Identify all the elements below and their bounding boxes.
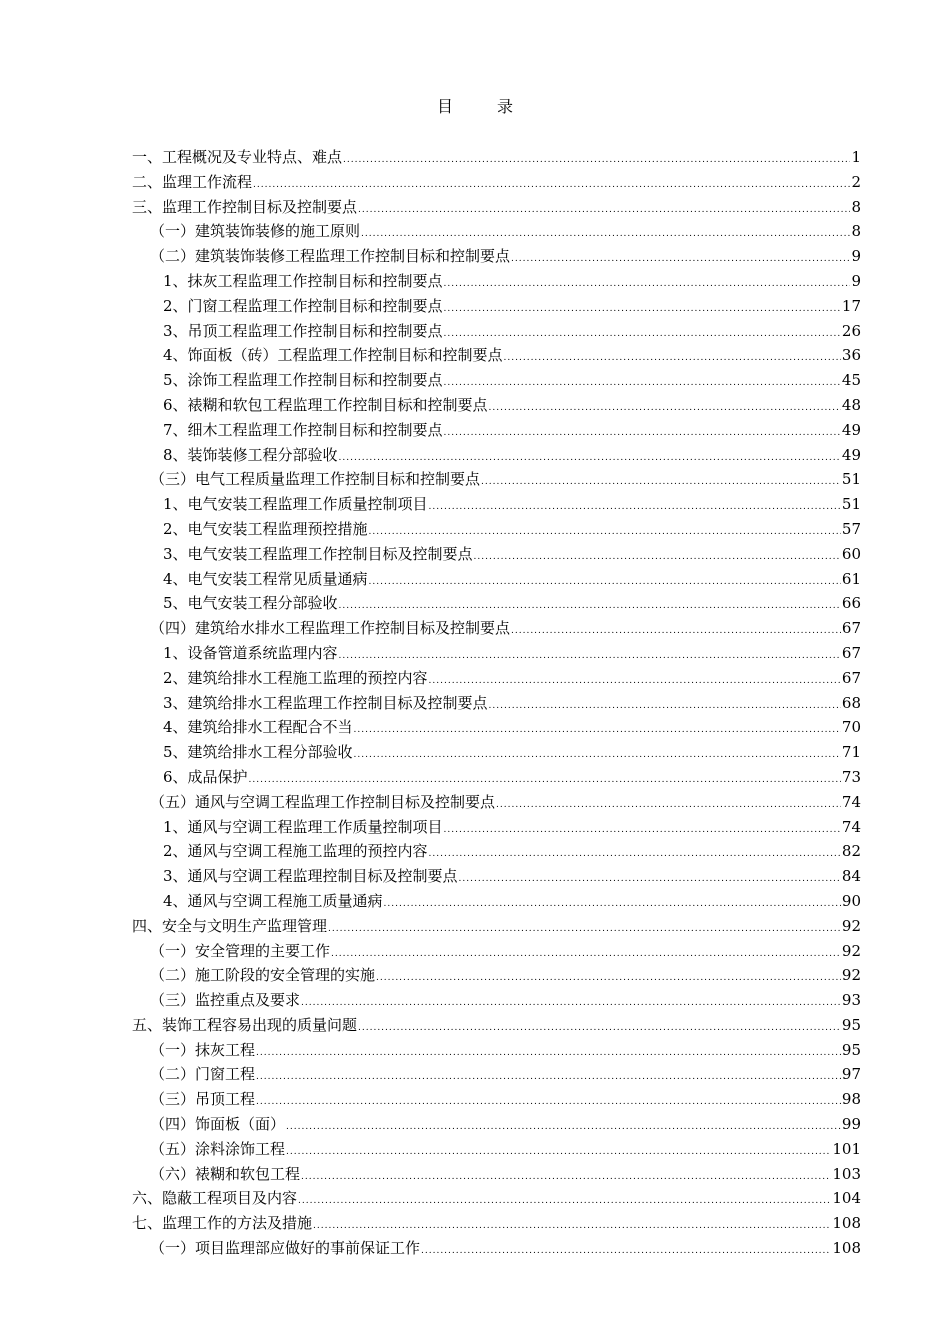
toc-entry-title: （一）抹灰工程 xyxy=(150,1040,256,1059)
dot-leader xyxy=(489,694,841,719)
toc-entry-title: 4、饰面板（砖）工程监理工作控制目标和控制要点 xyxy=(163,346,503,365)
toc-entry[interactable] xyxy=(132,467,861,492)
toc-entry[interactable] xyxy=(132,1038,861,1063)
toc-entry-title: （二）施工阶段的安全管理的实施 xyxy=(150,966,376,985)
toc-entry-title: 3、吊顶工程监理工作控制目标和控制要点 xyxy=(163,321,443,340)
title-char-1: 目 xyxy=(436,97,453,116)
toc-entry-page-number: 67 xyxy=(841,643,861,662)
dot-leader xyxy=(444,322,841,347)
dot-leader xyxy=(481,470,841,495)
toc-entry-page-number: 49 xyxy=(841,420,861,439)
toc-entry-title: 1、电气安装工程监理工作质量控制项目 xyxy=(163,495,428,514)
dot-leader xyxy=(298,1189,831,1214)
toc-entry-title: 5、建筑给排水工程分部验收 xyxy=(163,743,353,762)
toc-entry[interactable] xyxy=(132,1062,861,1087)
toc-entry-title: （五）通风与空调工程监理工作控制目标及控制要点 xyxy=(150,792,496,811)
dot-leader xyxy=(256,1090,841,1115)
toc-entry-page-number: 26 xyxy=(841,321,861,340)
toc-entry-title: 4、建筑给排水工程配合不当 xyxy=(163,718,353,737)
toc-entry-page-number: 2 xyxy=(851,172,861,191)
toc-entry-title: 5、涂饰工程监理工作控制目标和控制要点 xyxy=(163,371,443,390)
toc-entry-title: 4、电气安装工程常见质量通病 xyxy=(163,569,368,588)
toc-entry-page-number: 90 xyxy=(841,891,861,910)
dot-leader xyxy=(489,396,841,421)
toc-entry-title: 2、电气安装工程监理预控措施 xyxy=(163,519,368,538)
toc-entry[interactable] xyxy=(132,244,861,269)
dot-leader xyxy=(444,421,841,446)
dot-leader xyxy=(504,346,841,371)
table-of-contents xyxy=(132,145,861,1261)
dot-leader xyxy=(384,892,841,917)
toc-entry[interactable] xyxy=(132,343,861,368)
toc-entry[interactable] xyxy=(132,542,861,567)
toc-entry[interactable] xyxy=(132,914,861,939)
toc-entry-page-number: 67 xyxy=(841,668,861,687)
toc-entry-page-number: 8 xyxy=(851,197,861,216)
toc-entry-title: （三）监控重点及要求 xyxy=(150,991,301,1010)
dot-leader xyxy=(444,371,841,396)
toc-entry-page-number: 84 xyxy=(841,867,861,886)
toc-entry-page-number: 99 xyxy=(841,1115,861,1134)
toc-entry[interactable] xyxy=(132,1211,861,1236)
toc-entry-page-number: 101 xyxy=(832,1139,861,1158)
toc-entry-title: 4、通风与空调工程施工质量通病 xyxy=(163,891,383,910)
toc-entry-title: （一）项目监理部应做好的事前保证工作 xyxy=(150,1239,421,1258)
toc-entry-page-number: 1 xyxy=(851,148,861,166)
toc-entry[interactable] xyxy=(132,839,861,864)
toc-entry-page-number: 74 xyxy=(841,817,861,836)
toc-entry[interactable] xyxy=(132,815,861,840)
dot-leader xyxy=(354,718,841,743)
toc-entry-title: （二）门窗工程 xyxy=(150,1065,256,1084)
toc-entry[interactable] xyxy=(132,889,861,914)
dot-leader xyxy=(286,1115,841,1140)
toc-entry-title: 1、抹灰工程监理工作控制目标和控制要点 xyxy=(163,271,443,290)
toc-entry[interactable] xyxy=(132,269,861,294)
toc-entry[interactable] xyxy=(132,170,861,195)
toc-entry[interactable] xyxy=(132,691,861,716)
dot-leader xyxy=(256,1065,841,1090)
toc-entry[interactable] xyxy=(132,319,861,344)
toc-entry[interactable] xyxy=(132,1087,861,1112)
dot-leader xyxy=(376,966,841,991)
toc-entry-title: （一）建筑装饰装修的施工原则 xyxy=(150,222,361,241)
toc-entry-title: （一）安全管理的主要工作 xyxy=(150,941,331,960)
toc-entry-page-number: 48 xyxy=(841,395,861,414)
toc-entry-page-number: 104 xyxy=(832,1189,861,1208)
toc-entry-title: （六）裱糊和软包工程 xyxy=(150,1164,301,1183)
toc-entry[interactable] xyxy=(132,368,861,393)
dot-leader xyxy=(256,1041,841,1066)
toc-entry-title: 5、电气安装工程分部验收 xyxy=(163,594,338,613)
dot-leader xyxy=(511,619,841,644)
toc-entry[interactable] xyxy=(132,591,861,616)
toc-entry[interactable] xyxy=(132,963,861,988)
toc-entry-page-number: 51 xyxy=(841,495,861,514)
toc-entry-page-number: 108 xyxy=(832,1214,861,1233)
dot-leader xyxy=(444,297,841,322)
toc-entry-title: 一、工程概况及专业特点、难点 xyxy=(132,148,343,166)
toc-entry[interactable] xyxy=(132,1236,861,1261)
toc-entry[interactable] xyxy=(132,393,861,418)
toc-entry[interactable] xyxy=(132,517,861,542)
toc-entry-page-number: 17 xyxy=(841,296,861,315)
toc-entry-title: 七、监理工作的方法及措施 xyxy=(132,1214,313,1233)
dot-leader xyxy=(358,1016,841,1041)
toc-entry[interactable] xyxy=(132,1162,861,1187)
toc-entry[interactable] xyxy=(132,616,861,641)
toc-entry-page-number: 71 xyxy=(841,743,861,762)
toc-entry-page-number: 36 xyxy=(841,346,861,365)
toc-entry-title: 3、电气安装工程监理工作控制目标及控制要点 xyxy=(163,544,473,563)
toc-entry-page-number: 61 xyxy=(841,569,861,588)
dot-leader xyxy=(328,917,841,942)
toc-entry[interactable] xyxy=(132,666,861,691)
dot-leader xyxy=(474,545,841,570)
toc-entry-title: （四）饰面板（面） xyxy=(150,1115,286,1134)
dot-leader xyxy=(358,198,850,223)
toc-entry[interactable] xyxy=(132,1112,861,1137)
toc-entry-page-number: 92 xyxy=(841,916,861,935)
dot-leader xyxy=(301,1165,831,1190)
toc-entry-title: 2、门窗工程监理工作控制目标和控制要点 xyxy=(163,296,443,315)
toc-entry-title: （三）吊顶工程 xyxy=(150,1090,256,1109)
toc-entry-page-number: 74 xyxy=(841,792,861,811)
toc-entry-page-number: 70 xyxy=(841,718,861,737)
toc-entry-title: 二、监理工作流程 xyxy=(132,172,253,191)
page-title xyxy=(0,94,950,117)
toc-entry-page-number: 8 xyxy=(851,222,861,241)
toc-entry-page-number: 82 xyxy=(841,842,861,861)
toc-entry-title: 四、安全与文明生产监理管理 xyxy=(132,916,328,935)
toc-entry-page-number: 49 xyxy=(841,445,861,464)
dot-leader xyxy=(511,247,850,272)
toc-entry-page-number: 45 xyxy=(841,371,861,390)
toc-entry[interactable] xyxy=(132,1013,861,1038)
title-char-2: 录 xyxy=(497,97,514,116)
toc-entry-page-number: 9 xyxy=(851,271,861,290)
toc-entry-page-number: 92 xyxy=(841,941,861,960)
toc-entry[interactable] xyxy=(132,195,861,220)
toc-entry[interactable] xyxy=(132,988,861,1013)
dot-leader xyxy=(429,495,841,520)
toc-entry[interactable] xyxy=(132,219,861,244)
dot-leader xyxy=(369,570,841,595)
toc-entry-page-number: 57 xyxy=(841,519,861,538)
toc-entry-title: 6、成品保护 xyxy=(163,767,248,786)
toc-entry[interactable] xyxy=(132,145,861,170)
toc-entry[interactable] xyxy=(132,641,861,666)
dot-leader xyxy=(301,991,841,1016)
toc-entry[interactable] xyxy=(132,294,861,319)
toc-entry[interactable] xyxy=(132,864,861,889)
dot-leader xyxy=(421,1239,831,1264)
toc-entry-page-number: 51 xyxy=(841,470,861,489)
dot-leader xyxy=(459,867,841,892)
toc-entry-page-number: 66 xyxy=(841,594,861,613)
dot-leader xyxy=(429,842,841,867)
toc-entry-page-number: 97 xyxy=(841,1065,861,1084)
toc-entry-title: （三）电气工程质量监理工作控制目标和控制要点 xyxy=(150,470,481,489)
toc-entry-page-number: 95 xyxy=(841,1040,861,1059)
toc-entry-title: 2、建筑给排水工程施工监理的预控内容 xyxy=(163,668,428,687)
toc-entry-title: 1、设备管道系统监理内容 xyxy=(163,643,338,662)
toc-entry-page-number: 92 xyxy=(841,966,861,985)
toc-entry-title: 6、裱糊和软包工程监理工作控制目标和控制要点 xyxy=(163,395,488,414)
toc-entry-title: 1、通风与空调工程监理工作质量控制项目 xyxy=(163,817,443,836)
toc-entry-title: 2、通风与空调工程施工监理的预控内容 xyxy=(163,842,428,861)
toc-entry-page-number: 67 xyxy=(841,619,861,638)
dot-leader xyxy=(496,793,841,818)
toc-entry[interactable] xyxy=(132,790,861,815)
toc-entry-title: 3、建筑给排水工程监理工作控制目标及控制要点 xyxy=(163,693,488,712)
toc-entry-title: 五、装饰工程容易出现的质量问题 xyxy=(132,1015,358,1034)
dot-leader xyxy=(444,272,851,297)
dot-leader xyxy=(444,818,841,843)
toc-entry[interactable] xyxy=(132,567,861,592)
toc-entry[interactable] xyxy=(132,1137,861,1162)
toc-entry-page-number: 68 xyxy=(841,693,861,712)
toc-entry-page-number: 103 xyxy=(832,1164,861,1183)
dot-leader xyxy=(429,669,841,694)
toc-entry[interactable] xyxy=(132,715,861,740)
dot-leader xyxy=(354,743,841,768)
toc-entry-title: 3、通风与空调工程监理控制目标及控制要点 xyxy=(163,867,458,886)
toc-entry-page-number: 93 xyxy=(841,991,861,1010)
dot-leader xyxy=(343,148,850,173)
dot-leader xyxy=(331,942,841,967)
toc-entry-title: （五）涂料涂饰工程 xyxy=(150,1139,286,1158)
toc-entry-title: 六、隐蔽工程项目及内容 xyxy=(132,1189,298,1208)
toc-entry-page-number: 108 xyxy=(832,1239,861,1258)
toc-entry[interactable] xyxy=(132,939,861,964)
toc-entry-page-number: 98 xyxy=(841,1090,861,1109)
toc-entry-page-number: 73 xyxy=(841,767,861,786)
toc-entry[interactable] xyxy=(132,1186,861,1211)
toc-entry[interactable] xyxy=(132,765,861,790)
toc-entry-title: （二）建筑装饰装修工程监理工作控制目标和控制要点 xyxy=(150,247,511,266)
toc-entry-page-number: 9 xyxy=(851,247,861,266)
toc-entry-title: 三、监理工作控制目标及控制要点 xyxy=(132,197,358,216)
toc-entry[interactable] xyxy=(132,492,861,517)
dot-leader xyxy=(286,1140,831,1165)
toc-entry[interactable] xyxy=(132,740,861,765)
toc-entry-page-number: 95 xyxy=(841,1015,861,1034)
toc-entry-title: 8、装饰装修工程分部验收 xyxy=(163,445,338,464)
toc-entry[interactable] xyxy=(132,443,861,468)
toc-entry-page-number: 60 xyxy=(841,544,861,563)
toc-entry-title: 7、细木工程监理工作控制目标和控制要点 xyxy=(163,420,443,439)
toc-entry-title: （四）建筑给水排水工程监理工作控制目标及控制要点 xyxy=(150,619,511,638)
toc-entry[interactable] xyxy=(132,418,861,443)
